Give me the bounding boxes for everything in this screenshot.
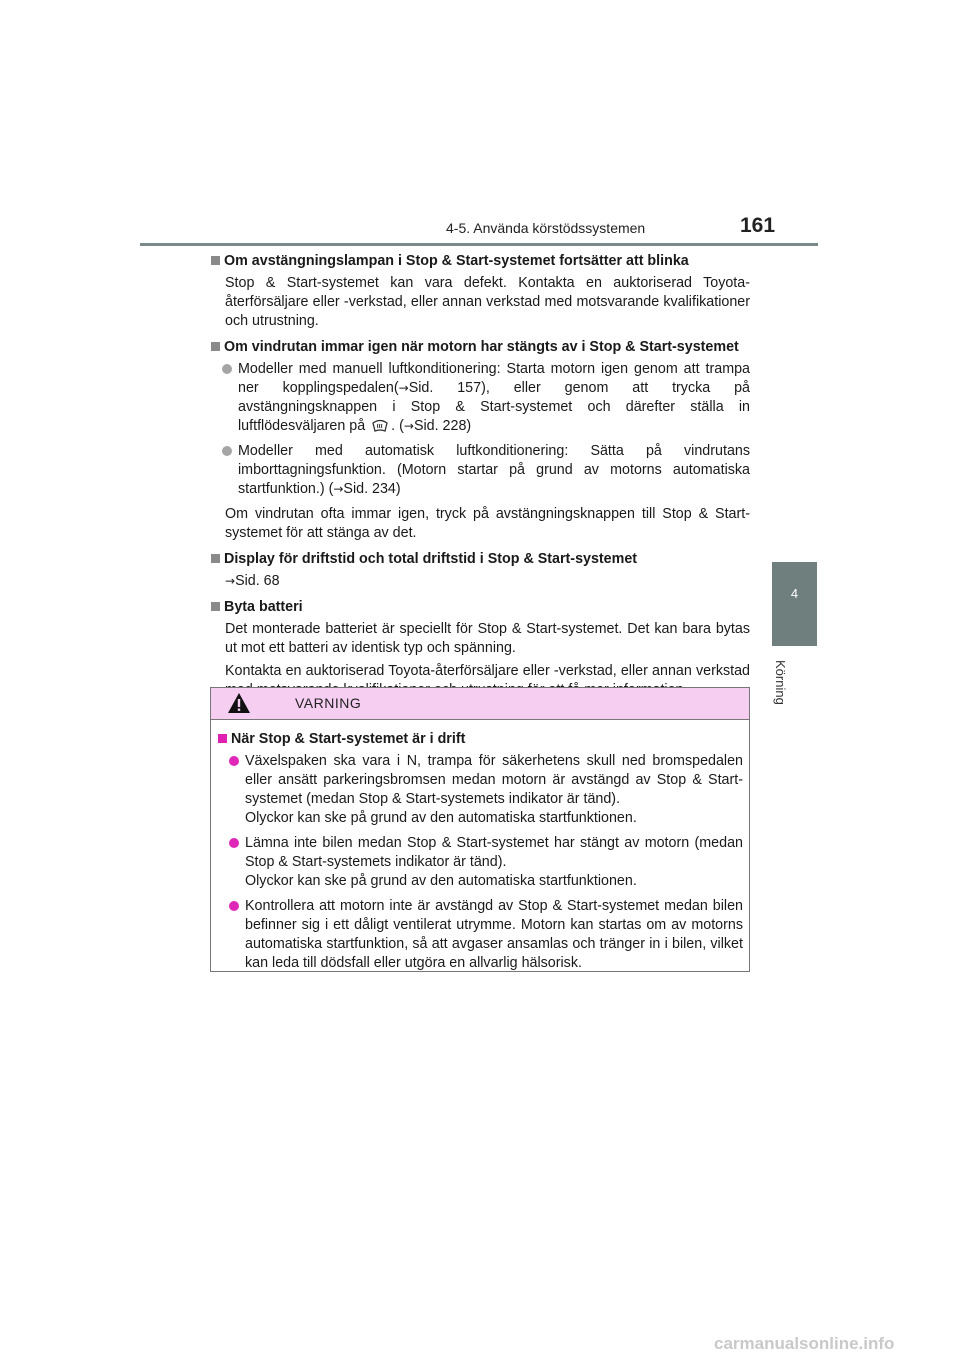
bullet-manual-ac: Modeller med manuell luftkonditionering: Starta motorn igen genom att trampa ner kopplingspedalen(→Sid. 157), eller genom att trycka på avstängningsknappen i Stop & Start-systemet och därefter ställa in luftflödesväljaren på . (→Sid. 228)	[238, 361, 750, 434]
watermark: carmanualsonline.info	[714, 1334, 895, 1353]
warning-gear-text: Växelspaken ska vara i N, trampa för säkerhetens skull ned bromspedalen eller ansätt parkeringsbromsen medan motorn är avstängd av Stop & Start-systemet (medan Stop & Start-systemets indikator är tänd).	[245, 753, 743, 807]
warning-heading: När Stop & Start-systemet är i drift	[217, 730, 743, 749]
heading-windshield-fog: Om vindrutan immar igen när motorn har stängts av i Stop & Start-systemet	[210, 338, 750, 357]
link-sid-228[interactable]: Sid. 228	[413, 418, 467, 434]
right-arrow-icon: →	[333, 482, 344, 496]
link-sid-157[interactable]: Sid. 157	[408, 380, 482, 396]
header-divider	[140, 243, 818, 246]
bullet-automatic-ac: Modeller med automatisk luftkonditionering: Sätta på vindrutans imborttagningsfunktion. (Motorn startar på grund av motorns automatiska startfunktion.) (→Sid. 234)	[238, 443, 750, 497]
link-sid-68[interactable]: Sid. 68	[235, 573, 280, 589]
right-arrow-icon: →	[403, 419, 414, 433]
paragraph-blinking-lamp: Stop & Start-systemet kan vara defekt. Kontakta en auktoriserad Toyota-återförsäljare eller -verkstad, eller annan verkstad med motsvarande kvalifikationer och utrustning.	[225, 275, 750, 329]
paragraph-frequent-fog: Om vindrutan ofta immar igen, tryck på avstängningsknappen till Stop & Start-systemet för att stänga av det.	[225, 506, 750, 541]
heading-blinking-lamp: Om avstängningslampan i Stop & Start-systemet fortsätter att blinka	[210, 252, 750, 271]
section-title: 4-5. Använda körstödssystemen	[446, 220, 646, 236]
chapter-label-text: Körning	[773, 660, 788, 705]
warning-leave-note: Olyckor kan ske på grund av den automatiska startfunktionen.	[245, 873, 637, 889]
heading-display-runtime: Display för driftstid och total driftstid i Stop & Start-systemet	[210, 550, 750, 569]
heading-replace-battery: Byta batteri	[210, 598, 750, 617]
warning-header	[211, 688, 749, 720]
manual-ac-text-mid: ), eller genom att trycka på avstängningsknappen i Stop & Start-systemet och därefter ställa in luftflödesväljaren på	[238, 380, 750, 434]
warning-bullet-ventilation: Kontrollera att motorn inte är avstängd av Stop & Start-systemet medan bilen befinner sig i ett dåligt ventilerat utrymme. Motorn kan startas om av motorns automatiska startfunktion, så att avgaser ansamlas och tränger in i bilen, vilket kan leda till dödsfall eller utgöra en allvarlig hälsorisk.	[245, 898, 743, 971]
windshield-defroster-icon	[371, 418, 389, 434]
chapter-number: 4	[790, 586, 799, 601]
chapter-label	[773, 660, 804, 720]
main-content	[210, 252, 750, 707]
chapter-tab	[772, 562, 817, 646]
warning-bullet-leave-car	[245, 834, 743, 891]
warning-label: VARNING	[295, 695, 362, 711]
warning-bullet-gear	[245, 752, 743, 828]
warning-leave-text: Lämna inte bilen medan Stop & Start-systemet har stängt av motorn (medan Stop & Start-systemets indikator är tänd).	[245, 835, 743, 870]
warning-gear-note: Olyckor kan ske på grund av den automatiska startfunktionen.	[245, 810, 637, 826]
link-sid-234[interactable]: Sid. 234	[343, 481, 396, 497]
right-arrow-icon: →	[225, 574, 236, 588]
paragraph-battery-type: Det monterade batteriet är speciellt för Stop & Start-systemet. Det kan bara bytas ut mot ett batteri av identisk typ och spänning.	[225, 621, 750, 656]
warning-triangle-icon	[227, 692, 251, 714]
page-number: 161	[740, 214, 776, 237]
automatic-ac-text: Modeller med automatisk luftkonditionering: Sätta på vindrutans imborttagningsfunktion. (Motorn startar på grund av motorns automatiska startfunktion.) (	[238, 443, 750, 497]
right-arrow-icon: →	[398, 381, 409, 395]
reference-display-runtime	[225, 572, 750, 591]
warning-box	[210, 687, 750, 972]
warning-body	[211, 720, 749, 973]
paragraph-battery-contact: Kontakta en auktoriserad Toyota-återförsäljare eller -verkstad, eller annan verkstad	[225, 663, 750, 679]
manual-ac-text: Modeller med manuell luftkonditionering: Starta motorn igen genom att trampa ner kopplingspedalen(	[238, 361, 750, 396]
